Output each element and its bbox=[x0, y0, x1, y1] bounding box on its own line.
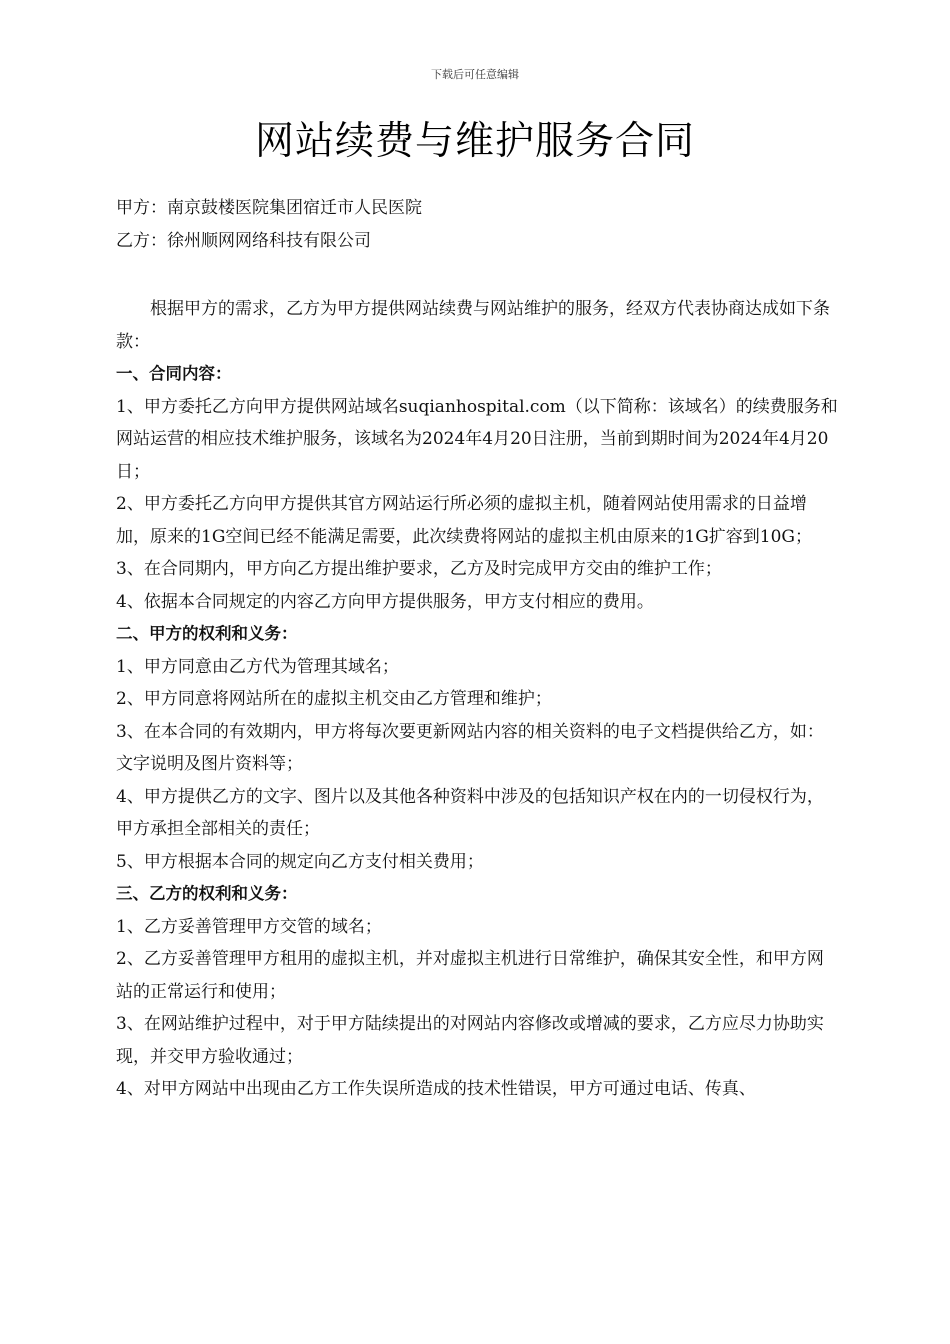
intro-paragraph: 根据甲方的需求，乙方为甲方提供网站续费与网站维护的服务，经双方代表协商达成如下条款： bbox=[116, 299, 830, 352]
clause-2-5: 5、甲方根据本合同的规定向乙方支付相关费用； bbox=[116, 851, 484, 872]
clause-3-3: 3、在网站维护过程中，对于甲方陆续提出的对网站内容修改或增减的要求，乙方应尽力协助实现，并交甲方验收通过； bbox=[116, 1014, 824, 1067]
document-title: 网站续费与维护服务合同 bbox=[254, 119, 695, 164]
section-heading-1: 一、合同内容： bbox=[116, 364, 232, 383]
clause-2-4: 4、甲方提供乙方的文字、图片以及其他各种资料中涉及的包括知识产权在内的一切侵权行为，甲方承担全部相关的责任； bbox=[116, 786, 824, 839]
section-heading-3: 三、乙方的权利和义务： bbox=[116, 884, 298, 903]
party-b: 乙方：徐州顺网网络科技有限公司 bbox=[116, 230, 371, 251]
clause-1-1: 1、甲方委托乙方向甲方提供网站域名suqianhospital.com（以下简称：该域名）的续费服务和网站运营的相应技术维护服务，该域名为2024年4月20日注册，当前到期时间为2024年4月20日； bbox=[116, 396, 838, 482]
clause-1-4: 4、依据本合同规定的内容乙方向甲方提供服务，甲方支付相应的费用。 bbox=[116, 591, 654, 612]
section-heading-2: 二、甲方的权利和义务： bbox=[116, 624, 298, 643]
clause-3-4: 4、对甲方网站中出现由乙方工作失误所造成的技术性错误，甲方可通过电话、传真、 bbox=[116, 1079, 756, 1099]
parties-block bbox=[116, 192, 838, 257]
clause-2-1: 1、甲方同意由乙方代为管理其域名； bbox=[116, 656, 399, 677]
clause-2-3: 3、在本合同的有效期内，甲方将每次要更新网站内容的相关资料的电子文档提供给乙方，如：文字说明及图片资料等； bbox=[116, 721, 824, 774]
clause-3-2: 2、乙方妥善管理甲方租用的虚拟主机，并对虚拟主机进行日常维护，确保其安全性，和甲方网站的正常运行和使用； bbox=[116, 949, 824, 1002]
clause-1-3: 3、在合同期内，甲方向乙方提出维护要求，乙方及时完成甲方交由的维护工作； bbox=[116, 559, 722, 579]
clause-1-2: 2、甲方委托乙方向甲方提供其官方网站运行所必须的虚拟主机，随着网站使用需求的日益增加，原来的1G空间已经不能满足需要，此次续费将网站的虚拟主机由原来的1G扩容到10G； bbox=[116, 494, 813, 547]
clause-2-2: 2、甲方同意将网站所在的虚拟主机交由乙方管理和维护； bbox=[116, 689, 552, 709]
clause-3-1: 1、乙方妥善管理甲方交管的域名； bbox=[116, 916, 382, 937]
header-note: 下载后可任意编辑 bbox=[431, 68, 519, 81]
document-body bbox=[116, 192, 838, 1106]
party-a: 甲方：南京鼓楼医院集团宿迁市人民医院 bbox=[116, 198, 422, 218]
